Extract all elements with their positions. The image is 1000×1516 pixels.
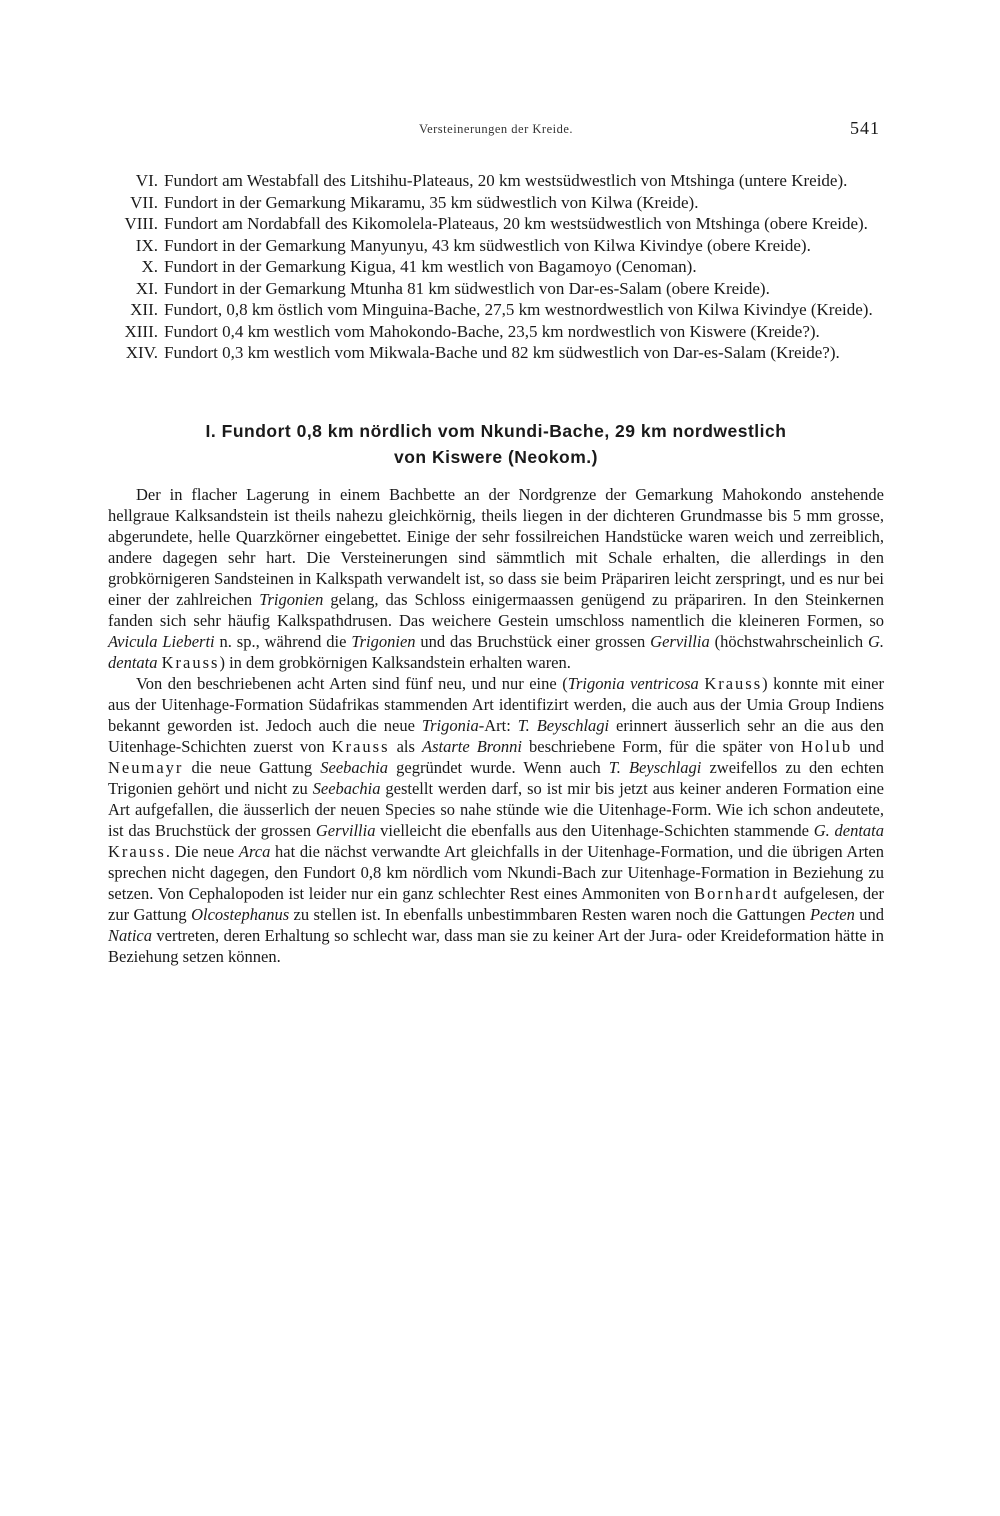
taxon-name: Olcostephanus <box>191 904 290 924</box>
running-title: Versteinerungen der Kreide. <box>418 122 574 136</box>
taxon-name: Seebachia <box>312 778 381 798</box>
locality-numeral: IX. <box>135 235 158 255</box>
taxon-name: T. Beyschlagi <box>608 757 702 777</box>
taxon-name: Trigonia ventricosa <box>567 673 699 693</box>
taxon-name: Trigonia <box>421 715 479 735</box>
text-run: die neue Gattung <box>183 757 321 777</box>
text-run: als <box>389 736 422 756</box>
text-run: Der in flacher Lagerung in einem Bachbette an der Nordgrenze der Gemarkung Mahokondo anstehende hellgraue Kalksandstein ist theils nahezu gleichkörnig, theils liegen in der dichteren Grundmasse bis 5 mm grosse, abgerundete, helle Quarzkörner eingebettet. Einige der sehr fossilreichen Handstücke waren weich und zerreiblich, andere dagegen sehr hart. Die Versteinerungen sind sämmtlich mit Schale erhalten, die allerdings in den grobkörnigeren Sandsteinen in Kalkspath verwandelt ist, so dass sie beim Präpariren leicht zerspringt, und es nur bei einer der zahlreichen <box>108 484 884 609</box>
text-run: gegründet wurde. Wenn auch <box>388 757 609 777</box>
text-run: erinnert äusserlich sehr an die aus den Uitenhage-Schichten zuerst von <box>108 715 884 756</box>
text-run: gelang, das Schloss einigermaassen genügend zu präpariren. In den Steinkernen fanden sich sehr häufig Kalkspathdrusen. Das weichere Gestein umschloss namentlich die kleineren Formen, so <box>108 589 884 630</box>
text-run: gestellt werden darf, so ist mir bis jetzt aus keiner anderen Formation eine Art aufgefallen, die äusserlich der neuen Species so nahe stünde wie die Uitenhage-Form. Wie ich schon andeutete, ist das Bruchstück der grossen <box>108 778 884 840</box>
taxon-name: Gervillia <box>650 631 710 651</box>
locality-text: Fundort in der Gemarkung Manyunyu, 43 km südwestlich von Kilwa Kivindye (obere Kreide). <box>164 235 811 255</box>
taxon-name: G. dentata <box>813 820 884 840</box>
taxon-name: Astarte Bronni <box>422 736 522 756</box>
text-run: -Art: <box>478 715 518 735</box>
locality-text: Fundort, 0,8 km östlich vom Minguina-Bache, 27,5 km westnordwestlich von Kilwa Kivindye (Kreide). <box>164 300 873 319</box>
locality-text: Fundort am Westabfall des Litshihu-Plateaus, 20 km westsüdwestlich von Mtshinga (untere Kreide). <box>164 171 848 190</box>
page <box>108 118 884 967</box>
taxon-name: Pecten <box>809 904 855 924</box>
text-run: hat die nächst verwandte Art gleichfalls in der Uitenhage-Formation, und die übrigen Arten sprechen nicht dagegen, den Fundort 0,8 km nördlich vom Nkundi-Bach zur Uitenhage-Formation in Beziehung zu setzen. Von Cephalopoden ist leider nur ein ganz schlechter Rest eines Ammoniten von <box>108 841 884 903</box>
locality-numeral: VI. <box>135 171 158 190</box>
taxon-name: Arca <box>238 841 271 861</box>
text-run: (höchstwahrscheinlich <box>709 631 868 651</box>
text-run: n. sp., während die <box>214 631 352 651</box>
locality-text: Fundort in der Gemarkung Kigua, 41 km westlich von Bagamoyo (Cenoman). <box>164 257 697 276</box>
text-run: und <box>852 736 884 756</box>
text-run: Von den beschriebenen acht Arten sind fünf neu, und nur eine ( <box>136 673 568 693</box>
text-run: beschriebene Form, für die später von <box>521 736 801 756</box>
locality-text: Fundort am Nordabfall des Kikomolela-Plateaus, 20 km westsüdwestlich von Mtshinga (obere Kreide). <box>164 214 868 233</box>
locality-numeral: XII. <box>130 300 158 319</box>
text-run: und das Bruchstück einer grossen <box>415 631 651 651</box>
taxon-name: Avicula Lieberti <box>108 631 215 651</box>
locality-text: Fundort in der Gemarkung Mtunha 81 km südwestlich von Dar-es-Salam (obere Kreide). <box>164 278 770 298</box>
author-name: Holub <box>800 736 853 756</box>
section-heading-line: I. Fundort 0,8 km nördlich vom Nkundi-Bache, 29 km nordwestlich <box>205 420 787 441</box>
locality-item <box>108 278 884 300</box>
text-run: zweifellos zu den echten Trigonien gehört und nicht zu <box>108 757 884 798</box>
taxon-name: G. dentata <box>108 631 885 672</box>
text-run: zu stellen ist. In ebenfalls unbestimmbaren Resten waren noch die Gattungen <box>289 904 810 924</box>
text-run: und <box>854 904 884 924</box>
locality-item <box>108 192 884 214</box>
locality-text: Fundort 0,3 km westlich vom Mikwala-Bache und 82 km südwestlich von Dar-es-Salam (Kreide?). <box>164 343 840 362</box>
locality-item <box>108 235 884 257</box>
page-header <box>108 118 884 148</box>
locality-item <box>108 342 884 364</box>
text-run: aufgelesen, der zur Gattung <box>108 883 884 924</box>
text-run: ) in dem grobkörnigen Kalksandstein erhalten waren. <box>219 652 571 672</box>
locality-item <box>108 256 884 278</box>
locality-item <box>108 321 884 343</box>
paragraph-description <box>108 484 884 673</box>
text-run: vielleicht die ebenfalls aus den Uitenhage-Schichten stammende <box>375 820 814 840</box>
locality-list <box>108 170 884 364</box>
text-run: . Die neue <box>165 841 239 861</box>
locality-numeral: X. <box>141 257 158 276</box>
taxon-name: T. Beyschlagi <box>517 715 610 735</box>
author-name: Bornhardt <box>694 883 779 903</box>
text-run: ) konnte mit einer aus der Uitenhage-Formation Südafrikas stammenden Art identifizirt werden, die auch aus der Umia Group Indiens bekannt geworden ist. Jedoch auch die neue <box>108 673 885 735</box>
taxon-name: Trigonien <box>351 631 416 651</box>
author-name: Krauss <box>331 736 390 756</box>
locality-numeral: VIII. <box>124 214 158 233</box>
author-name: Krauss <box>704 673 763 693</box>
locality-numeral: VII. <box>130 192 158 212</box>
locality-item <box>108 299 884 321</box>
taxon-name: Natica <box>108 925 152 945</box>
page-number: 541 <box>850 118 880 138</box>
text-run: vertreten, deren Erhaltung so schlecht war, dass man sie zu keiner Art der Jura- oder Kreideformation hätte in Beziehung setzen können. <box>108 925 884 966</box>
locality-numeral: XIII. <box>124 321 158 341</box>
locality-text: Fundort 0,4 km westlich vom Mahokondo-Bache, 23,5 km nordwestlich von Kiswere (Kreide?). <box>164 321 820 341</box>
locality-numeral: XI. <box>135 278 158 298</box>
locality-item <box>108 213 884 235</box>
locality-text: Fundort in der Gemarkung Mikaramu, 35 km südwestlich von Kilwa (Kreide). <box>164 192 699 212</box>
paragraph-discussion <box>108 673 884 967</box>
section-heading <box>108 418 884 470</box>
section-heading-line: von Kiswere (Neokom.) <box>393 446 599 467</box>
taxon-name: Gervillia <box>315 820 376 840</box>
locality-item <box>108 170 884 192</box>
taxon-name: Trigonien <box>259 589 324 609</box>
body-text <box>108 484 884 967</box>
author-name: Krauss <box>108 841 166 861</box>
author-name: Neumayr <box>108 757 184 777</box>
author-name: Krauss <box>161 652 220 672</box>
locality-numeral: XIV. <box>125 343 158 362</box>
taxon-name: Seebachia <box>320 757 389 777</box>
